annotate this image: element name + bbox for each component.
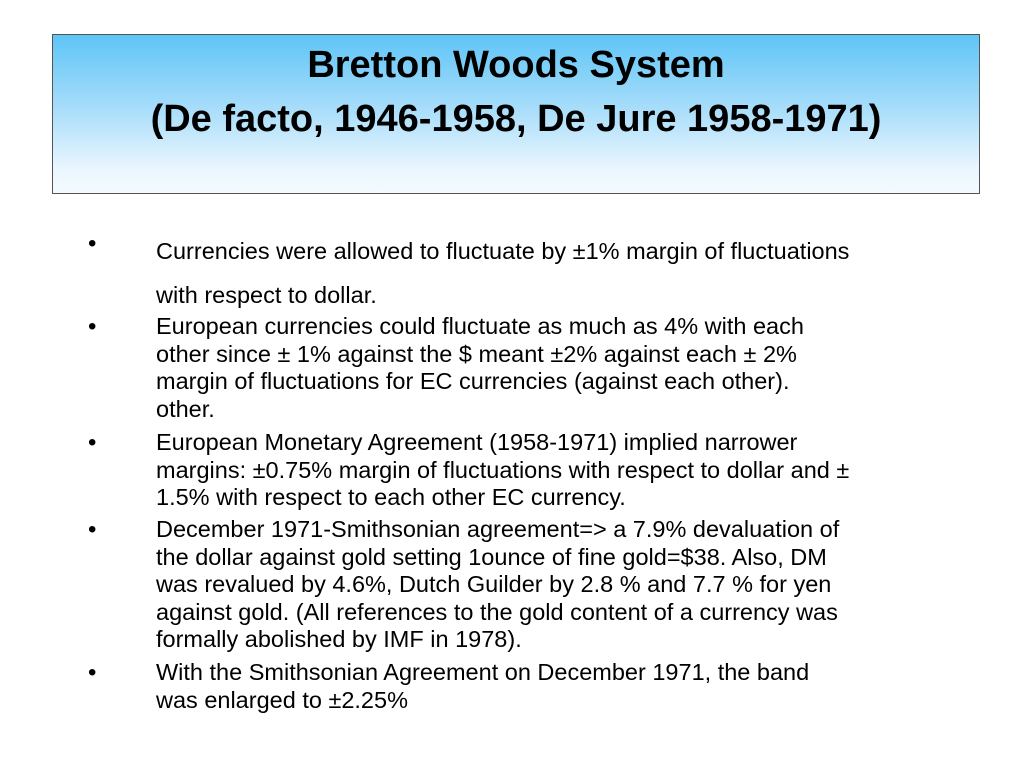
- bullet-line: European Monetary Agreement (1958-1971) implied narrower: [156, 429, 798, 455]
- slide-title: Bretton Woods System: [307, 44, 725, 86]
- bullet-line: European currencies could fluctuate as much as 4% with each: [156, 313, 804, 339]
- bullet-marker: •: [88, 230, 97, 257]
- bullet-text-4: [156, 516, 998, 654]
- bullet-marker: •: [88, 429, 97, 456]
- bullet-line: margins: ±0.75% margin of fluctuations with respect to dollar and ±: [156, 456, 850, 483]
- bullet-line: December 1971-Smithsonian agreement=> a 7.9% devaluation of: [156, 516, 840, 542]
- bullet-line: other since ± 1% against the $ meant ±2% against each ± 2%: [156, 340, 797, 367]
- bullet-line: was enlarged to ±2.25%: [156, 686, 408, 713]
- bullet-line: margin of fluctuations for EC currencies (against each other).: [156, 368, 790, 394]
- bullet-line: the dollar against gold setting 1ounce of fine gold=$38. Also, DM: [156, 543, 827, 570]
- bullet-text-1: [156, 229, 998, 317]
- bullet-line: was revalued by 4.6%, Dutch Guilder by 2.8 % and 7.7 % for yen: [156, 571, 832, 597]
- bullet-text-2: [156, 313, 998, 423]
- bullet-text-5: [156, 659, 998, 714]
- bullet-text-3: [156, 429, 998, 512]
- bullet-marker: •: [88, 659, 97, 686]
- bullet-line: with respect to dollar.: [156, 282, 377, 308]
- slide-subtitle: (De facto, 1946-1958, De Jure 1958-1971): [150, 98, 882, 140]
- bullet-line: against gold. (All references to the gold content of a currency was: [156, 598, 838, 625]
- bullet-line: Currencies were allowed to fluctuate by ±1% margin of fluctuations: [156, 238, 850, 264]
- bullet-line: other.: [156, 395, 215, 422]
- bullet-line: formally abolished by IMF in 1978).: [156, 626, 522, 652]
- bullet-marker: •: [88, 313, 97, 340]
- bullet-marker: •: [88, 516, 97, 543]
- bullet-line: 1.5% with respect to each other EC currency.: [156, 484, 626, 510]
- bullet-line: With the Smithsonian Agreement on December 1971, the band: [156, 659, 810, 685]
